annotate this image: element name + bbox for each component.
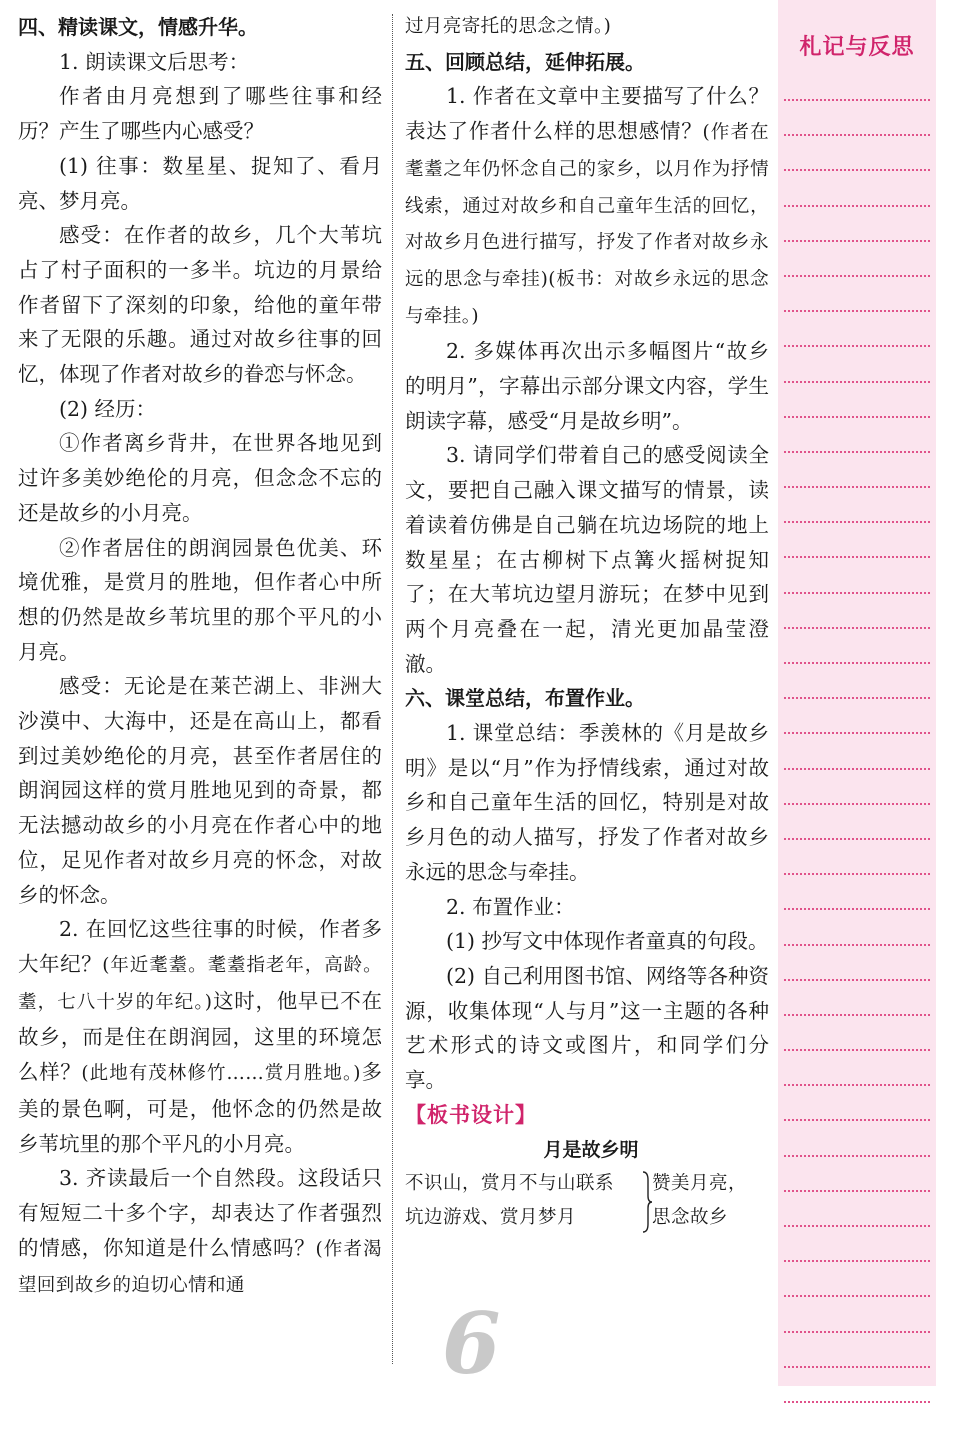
question-text: 3. 齐读最后一个自然段。这段话只有短短二十多个字，却表达了作者强烈的情感，你知道是什么情感吗？ [18, 1166, 382, 1260]
paragraph: 感受：在作者的故乡，几个大苇坑占了村子面积的一多半。坑边的月景给作者留下了深刻的印象，给他的童年带来了无限的乐趣。通过对故乡往事的回忆，体现了作者对故乡的眷恋与怀念。 [18, 223, 382, 387]
notes-line [784, 732, 930, 734]
notes-line [784, 627, 930, 629]
paragraph: (2) 自己利用图书馆、网络等各种资源，收集体现“人与月”这一主题的各种艺术形式的诗文或图片，和同学们分享。 [405, 963, 769, 1093]
notes-line [784, 240, 930, 242]
answer-note: (作者在耄耋之年仍怀念自己的家乡，以月作为抒情线索，通过对故乡和自己童年生活的回忆，对故乡月色进行描写，抒发了作者对故乡永远的思念与牵挂)(板书：对故乡永远的思念与牵挂。) [405, 122, 769, 327]
notes-line [784, 1260, 930, 1262]
notes-line [784, 1155, 930, 1157]
notes-line [784, 1401, 930, 1403]
board-content [405, 1167, 769, 1239]
notes-line [784, 275, 930, 277]
board-left-lines [405, 1167, 640, 1235]
notes-line [784, 803, 930, 805]
board-line: 坑边游戏、赏月梦月 [405, 1206, 577, 1228]
notes-lines [784, 99, 930, 1436]
notes-line [784, 1014, 930, 1016]
notes-sidebar-title: 札记与反思 [799, 35, 915, 60]
question-text: 1. 作者在文章中主要描写了什么？表达了作者什么样的思想感情？ [405, 84, 769, 144]
notes-line [784, 169, 930, 171]
question-paragraph [18, 1161, 382, 1304]
board-line: 思念故乡 [652, 1206, 729, 1228]
board-line: 赞美月亮， [652, 1172, 748, 1194]
notes-line [784, 662, 930, 664]
paragraph: 感受：无论是在莱芒湖上、非洲大沙漠中、大海中，还是在高山上，都看到过美妙绝伦的月亮，甚至作者居住的朗润园这样的赏月胜地见到的奇景，都无法撼动故乡的小月亮在作者心中的地位，足见作者对故乡月亮的怀念，对故乡的怀念。 [18, 674, 382, 907]
answer-note-continued: 过月亮寄托的思念之情。) [405, 16, 612, 37]
question-text: 这时，他早已不在故乡，而是住在朗润园，这里的环境怎么样？ [18, 988, 383, 1085]
question-paragraph [18, 912, 382, 1161]
notes-line [784, 1331, 930, 1333]
notes-line [784, 1366, 930, 1368]
paragraph: ①作者离乡背井，在世界各地见到过许多美妙绝伦的月亮，但念念不忘的还是故乡的小月亮。 [18, 431, 382, 525]
notes-line [784, 416, 930, 418]
paragraph: (1) 抄写文中体现作者童真的句段。 [446, 929, 769, 954]
notes-line [784, 134, 930, 136]
answer-note: (作者渴望回到故乡的迫切心情和通 [18, 1238, 382, 1297]
paragraph: 1. 课堂总结：季羡林的《月是故乡明》是以“月”作为抒情线索，通过对故乡和自己童年生活的回忆，特别是对故乡月色的动人描写，抒发了作者对故乡永远的思念与牵挂。 [405, 721, 769, 884]
notes-line [784, 451, 930, 453]
paragraph: 2. 多媒体再次出示多幅图片“故乡的明月”，字幕出示部分课文内容，学生朗读字幕，感受“月是故乡明”。 [405, 339, 769, 433]
notes-line [784, 345, 930, 347]
paragraph: 作者由月亮想到了哪些往事和经历？产生了哪些内心感受？ [18, 84, 382, 144]
notes-line [784, 873, 930, 875]
middle-column [405, 10, 769, 1239]
notes-line [784, 310, 930, 312]
paragraph: 3. 请同学们带着自己的感受阅读全文，要把自己融入课文描写的情景，读着读着仿佛是自己躺在坑边场院的地上数星星；在古柳树下点篝火摇树捉知了；在大苇坑边望月游玩；在梦中见到两个月亮叠在一起，清光更加晶莹澄澈。 [405, 443, 769, 676]
page-number: 6 [442, 1294, 501, 1393]
notes-line [784, 697, 930, 699]
column-divider [392, 14, 393, 1364]
notes-line [784, 1225, 930, 1227]
notes-line [784, 486, 930, 488]
section-heading-6: 六、课堂总结，布置作业。 [405, 686, 645, 711]
notes-line [784, 556, 930, 558]
left-column [18, 10, 382, 1304]
notes-line [784, 99, 930, 101]
notes-line [784, 838, 930, 840]
paragraph: ②作者居住的朗润园景色优美、环境优雅，是赏月的胜地，但作者心中所想的仍然是故乡苇坑里的那个平凡的小月亮。 [18, 535, 382, 664]
notes-line [784, 908, 930, 910]
notes-line [784, 521, 930, 523]
paragraph: (2) 经历： [59, 396, 157, 421]
notes-line [784, 205, 930, 207]
paragraph: (1) 往事：数星星、捉知了、看月亮、梦月亮。 [18, 153, 382, 213]
notes-line [784, 1295, 930, 1297]
answer-note: (年近耄耋。耄耋指老年，高龄。耋，七八十岁的年纪。) [18, 954, 383, 1013]
board-line: 不识山，赏月不与山联系 [405, 1172, 615, 1194]
notes-line [784, 1084, 930, 1086]
notes-line [784, 979, 930, 981]
question-text: 多美的景色啊，可是，他怀念的仍然是故乡苇坑里的那个平凡的小月亮。 [18, 1060, 383, 1156]
notes-line [784, 381, 930, 383]
notes-line [784, 592, 930, 594]
paragraph: 2. 布置作业： [446, 894, 575, 919]
board-title: 月是故乡明 [543, 1138, 639, 1161]
notes-line [784, 1049, 930, 1051]
notes-line [784, 1190, 930, 1192]
question-text: 2. 在回忆这些往事的时候，作者多大年纪？ [18, 917, 382, 976]
board-right-lines [652, 1167, 747, 1235]
notes-line [784, 768, 930, 770]
board-design-heading: 【板书设计】 [405, 1102, 537, 1127]
answer-note: (此地有茂林修竹……赏月胜地。) [81, 1063, 361, 1085]
paragraph: 1. 朗读课文后思考： [59, 49, 250, 74]
question-paragraph [405, 79, 769, 334]
section-heading-4: 四、精读课文，情感升华。 [18, 15, 258, 39]
section-heading-5: 五、回顾总结，延伸拓展。 [405, 49, 645, 74]
notes-line [784, 1119, 930, 1121]
notes-line [784, 944, 930, 946]
notes-sidebar [778, 0, 936, 1386]
